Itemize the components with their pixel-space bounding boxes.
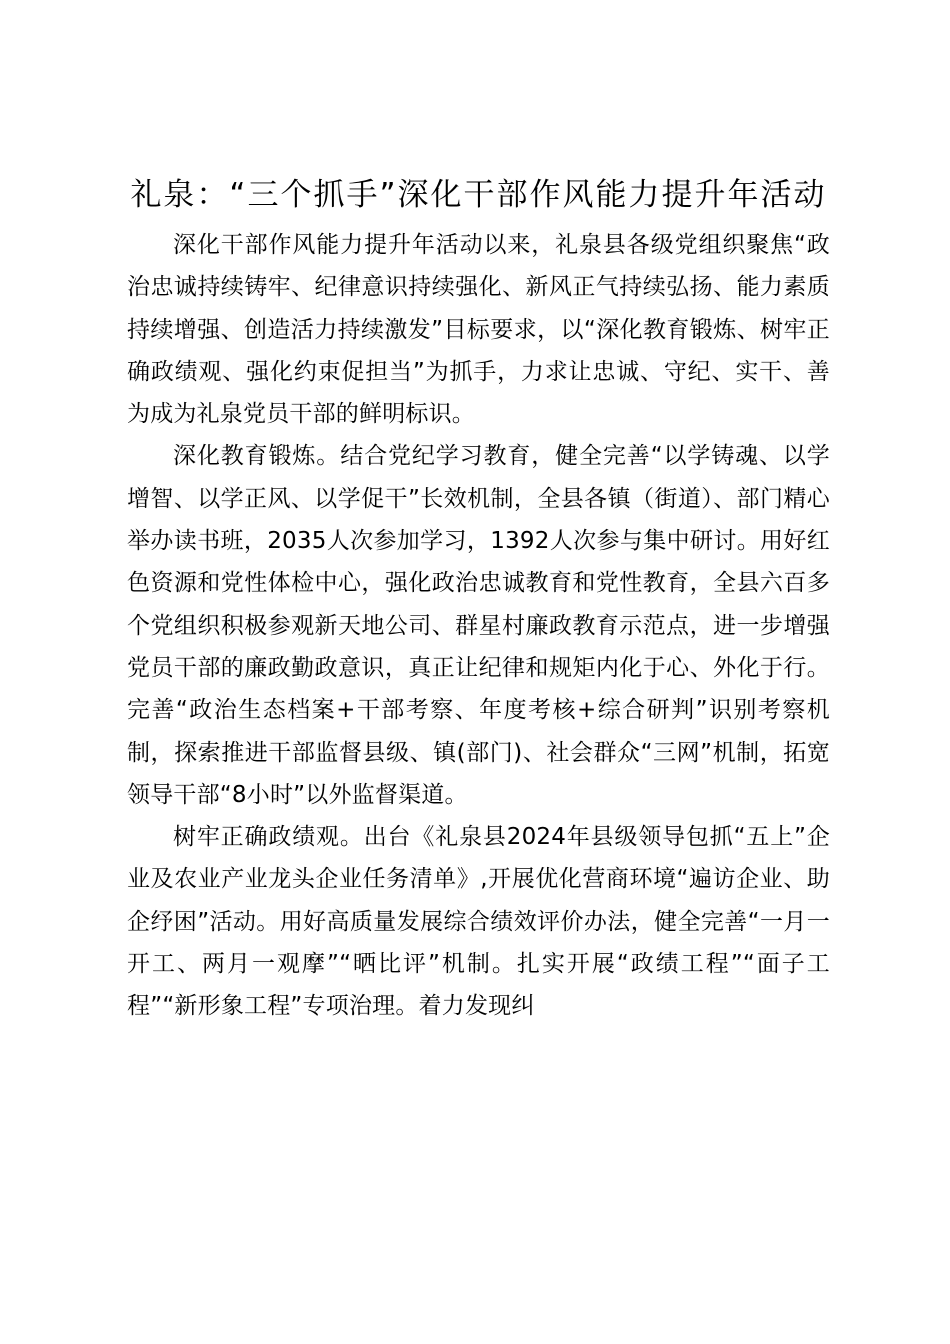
document-title: 礼泉：“三个抓手”深化干部作风能力提升年活动 [130, 177, 827, 213]
paragraph-performance-view: 树牢正确政绩观。出台《礼泉县2024年县级领导包抓“五上”企业及农业产业龙头企业任务清单》,开展优化营商环境“遍访企业、助企纾困”活动。用好高质量发展综合绩效评价办法，健全完善“一月一开工、两月一观摩”“晒比评”机制。扎实开展“政绩工程”“面子工程”“新形象工程”专项治理。着力发现纠 [127, 824, 830, 1020]
document-page [127, 166, 830, 1028]
paragraph-intro: 深化干部作风能力提升年活动以来，礼泉县各级党组织聚焦“政治忠诚持续铸牢、纪律意识持续强化、新风正气持续弘扬、能力素质持续增强、创造活力持续激发”目标要求，以“深化教育锻炼、树牢正确政绩观、强化约束促担当”为抓手，力求让忠诚、守纪、实干、善为成为礼泉党员干部的鲜明标识。 [127, 232, 830, 428]
paragraph-education: 深化教育锻炼。结合党纪学习教育，健全完善“以学铸魂、以学增智、以学正风、以学促干”长效机制，全县各镇（街道）、部门精心举办读书班，2035人次参加学习，1392人次参与集中研讨。用好红色资源和党性体检中心，强化政治忠诚教育和党性教育，全县六百多个党组织积极参观新天地公司、群星村廉政教育示范点，进一步增强党员干部的廉政勤政意识，真正让纪律和规矩内化于心、外化于行。完善“政治生态档案+干部考察、年度考核+综合研判”识别考察机制，探索推进干部监督县级、镇(部门)、社会群众“三网”机制，拓宽领导干部“8小时”以外监督渠道。 [127, 443, 830, 808]
